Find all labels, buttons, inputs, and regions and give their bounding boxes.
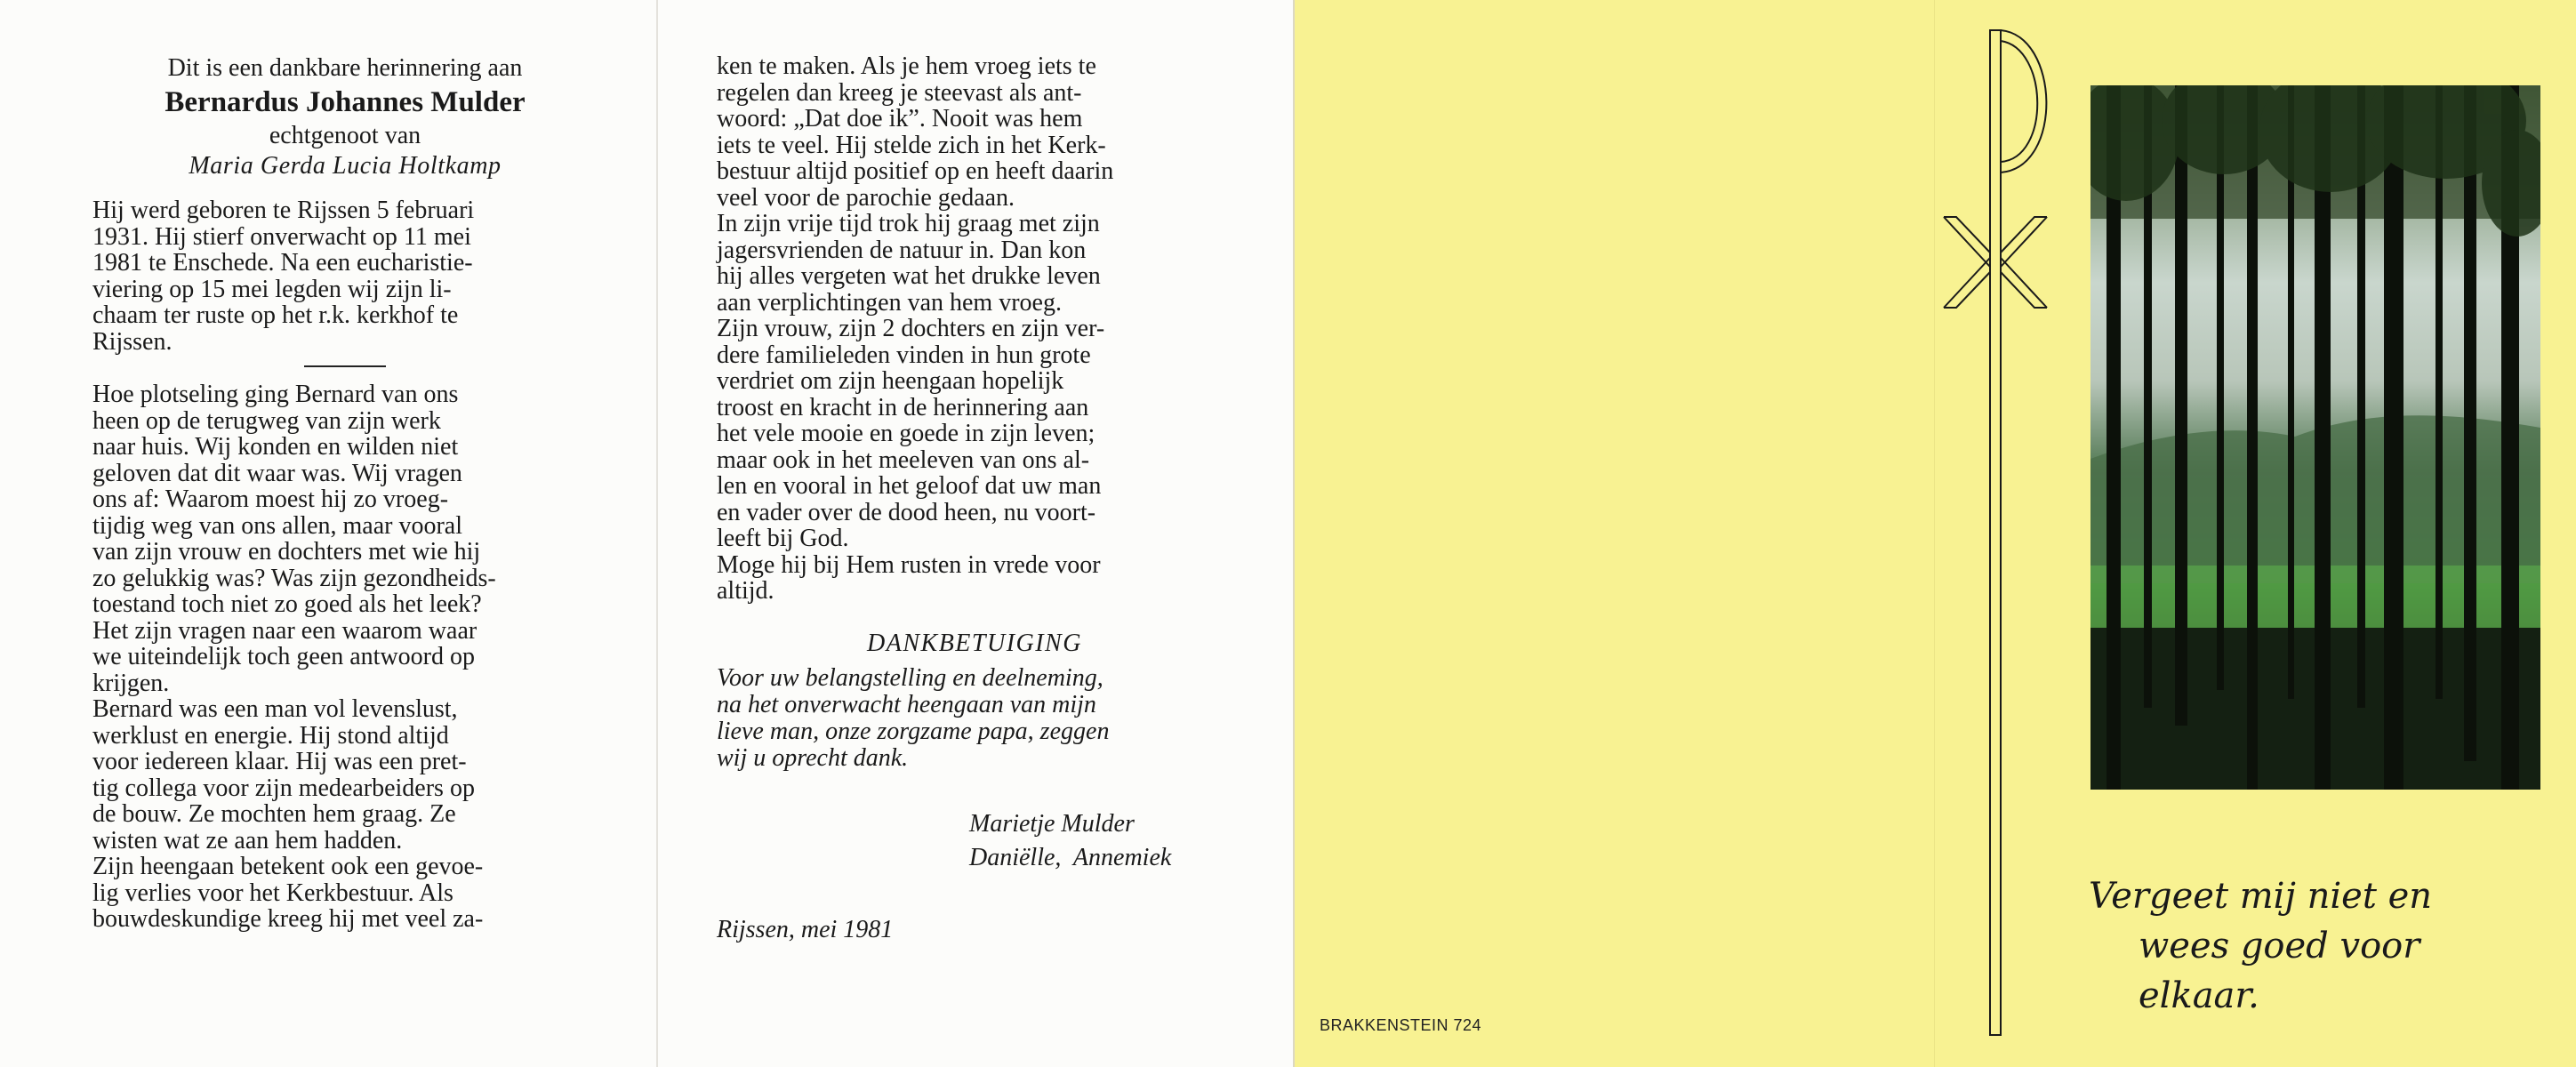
- verse-line: wees goed voor elkaar.: [2139, 926, 2420, 1016]
- story-line: het vele mooie en goede in zijn leven;: [717, 420, 1095, 447]
- thanks-heading: DANKBETUIGING: [867, 629, 1082, 657]
- story-line: voor iedereen klaar. Hij was een pret-: [92, 748, 467, 775]
- story-line: verdriet om zijn heengaan hopelijk: [717, 367, 1064, 395]
- bio-line: Hij werd geboren te Rijssen 5 februari: [92, 197, 475, 224]
- story-line: en vader over de dood heen, nu voort-: [717, 498, 1096, 526]
- forest-photo: [2090, 85, 2540, 790]
- story-line: aan verplichtingen van hem vroeg.: [717, 288, 1062, 317]
- chi-rho-icon: [1935, 25, 2095, 1039]
- story-line: krijgen.: [92, 669, 170, 697]
- story-line: In zijn vrije tijd trok hij graag met zijn: [717, 210, 1100, 237]
- deceased-name: Bernardus Johannes Mulder: [165, 86, 526, 118]
- story-line: regelen dan kreeg je steevast als ant-: [717, 78, 1082, 107]
- story-line: tig collega voor zijn medearbeiders op: [92, 774, 475, 802]
- divider: [304, 365, 386, 367]
- signer-daughters: Daniëlle, Annemiek: [969, 843, 1172, 871]
- verse-line: Vergeet mij niet en: [2089, 876, 2433, 917]
- middle-inner-page: [656, 0, 1293, 1067]
- story-line: hij alles vergeten wat het drukke leven: [717, 262, 1101, 290]
- signers: [717, 807, 1232, 875]
- back-cover: [1295, 0, 1934, 1067]
- bio-line: 1931. Hij stierf onverwacht op 11 mei: [92, 222, 471, 251]
- story-line: woord: „Dat doe ik”. Nooit was hem: [717, 105, 1083, 132]
- spouse-name: Maria Gerda Lucia Holtkamp: [189, 152, 502, 180]
- story-line: dere familieleden vinden in hun grote: [717, 341, 1091, 369]
- left-inner-page: [0, 0, 656, 1067]
- story-line: van zijn vrouw en dochters met wie hij: [92, 538, 481, 566]
- thanks-line: wij u oprecht dank.: [717, 743, 909, 772]
- front-cover: [1934, 0, 2576, 1067]
- story-line: werklust en energie. Hij stond altijd: [92, 721, 449, 750]
- bio-line: 1981 te Enschede. Na een eucharistie-: [92, 249, 473, 277]
- story-line: we uiteindelijk toch geen antwoord op: [92, 643, 475, 670]
- story-line: naar huis. Wij konden en wilden niet: [92, 433, 459, 461]
- story-line: Het zijn vragen naar een waarom waar: [92, 616, 477, 645]
- story-line: heen op de terugweg van zijn werk: [92, 406, 441, 435]
- story-line: iets te veel. Hij stelde zich in het Kerk-: [717, 131, 1106, 159]
- story-line: veel voor de parochie gedaan.: [717, 183, 1015, 212]
- story-line: lig verlies voor het Kerkbestuur. Als: [92, 878, 453, 907]
- story-line: altijd.: [717, 577, 774, 605]
- thanks-line: na het onverwacht heengaan van mijn: [717, 690, 1096, 718]
- story-line: ken te maken. Als je hem vroeg iets te: [717, 52, 1096, 80]
- story-line: wisten wat ze aan hem hadden.: [92, 826, 403, 854]
- story-line: Zijn heengaan betekent ook een gevoe-: [92, 853, 484, 880]
- bio-line: chaam ter ruste op het r.k. kerkhof te: [92, 301, 459, 329]
- verse: [2089, 871, 2551, 1021]
- place-date: Rijssen, mei 1981: [717, 915, 894, 943]
- story-line: toestand toch niet zo goed als het leek?: [92, 590, 482, 618]
- spouse-label: echtgenoot van: [269, 122, 421, 149]
- story-line: leeft bij God.: [717, 525, 849, 552]
- story-line: de bouw. Ze mochten hem graag. Ze: [92, 800, 456, 828]
- bio-line: Rijssen.: [92, 327, 173, 356]
- story-line: geloven dat dit waar was. Wij vragen: [92, 459, 462, 487]
- story-line: Bernard was een man vol levenslust,: [92, 695, 458, 723]
- story-line: Hoe plotseling ging Bernard van ons: [92, 381, 459, 408]
- story-line: troost en kracht in de herinnering aan: [717, 393, 1089, 421]
- story-line: bestuur altijd positief op en heeft daarin: [717, 157, 1114, 185]
- story-line: ons af: Waarom moest hij zo vroeg-: [92, 485, 449, 513]
- bio-line: viering op 15 mei legden wij zijn li-: [92, 275, 452, 303]
- intro-line: Dit is een dankbare herinnering aan: [167, 54, 523, 82]
- story-line: jagersvrienden de natuur in. Dan kon: [717, 236, 1087, 264]
- story-line: bouwdeskundige kreeg hij met veel za-: [92, 905, 484, 933]
- story-line: Zijn vrouw, zijn 2 dochters en zijn ver-: [717, 315, 1105, 342]
- signer-wife: Marietje Mulder: [969, 809, 1135, 838]
- story-line: Moge hij bij Hem rusten in vrede voor: [717, 550, 1101, 579]
- thanks-line: lieve man, onze zorgzame papa, zeggen: [717, 717, 1110, 745]
- story-line: zo gelukkig was? Was zijn gezondheids-: [92, 564, 496, 592]
- thanks-line: Voor uw belangstelling en deelneming,: [717, 663, 1103, 692]
- story-line: len en vooral in het geloof dat uw man: [717, 472, 1102, 500]
- story-line: maar ook in het meeleven van ons al-: [717, 445, 1090, 474]
- publisher-label: BRAKKENSTEIN 724: [1320, 1016, 1482, 1034]
- story-line: tijdig weg van ons allen, maar vooral: [92, 511, 462, 540]
